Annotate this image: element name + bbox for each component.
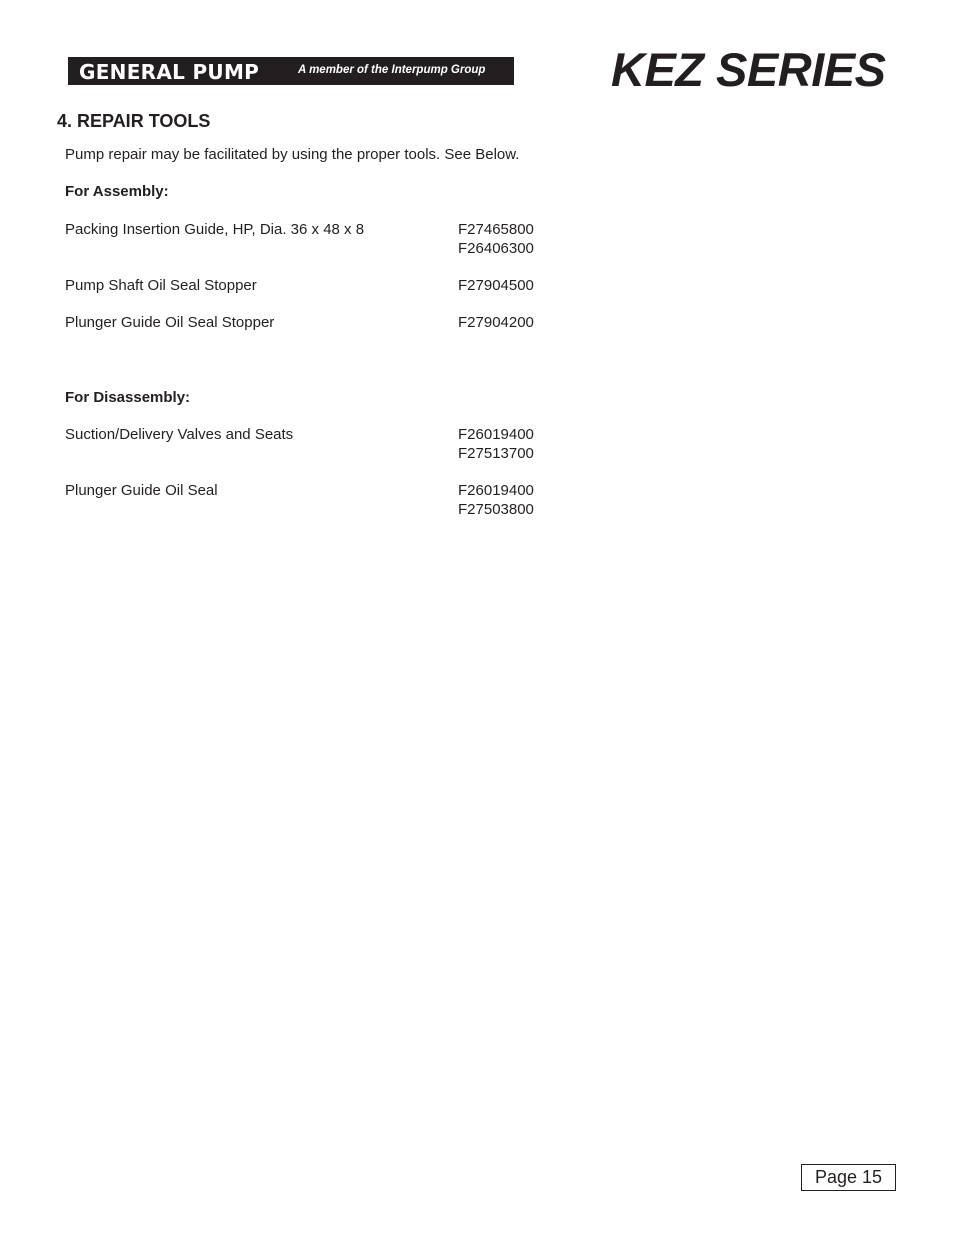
part-number: F27503800 — [458, 500, 534, 518]
tool-row — [65, 221, 585, 261]
intro-text: Pump repair may be facilitated by using the proper tools. See Below. — [65, 146, 520, 163]
section-heading: 4. REPAIR TOOLS — [57, 111, 211, 131]
tool-part-numbers — [458, 482, 534, 519]
part-number: F27904200 — [458, 314, 534, 331]
tool-part-numbers — [458, 221, 534, 258]
brand-name: GENERAL PUMP — [79, 60, 260, 84]
tool-row — [65, 277, 585, 317]
tool-row — [65, 482, 585, 522]
tool-name: Pump Shaft Oil Seal Stopper — [65, 277, 257, 294]
part-number: F27465800 — [458, 221, 534, 238]
page-number: Page 15 — [801, 1164, 896, 1191]
tool-row — [65, 314, 585, 354]
tool-row — [65, 426, 585, 466]
disassembly-label: For Disassembly: — [65, 389, 191, 406]
part-number: F27904500 — [458, 277, 534, 294]
assembly-label: For Assembly: — [65, 183, 169, 200]
tool-part-numbers — [458, 277, 534, 296]
tool-name: Plunger Guide Oil Seal — [65, 482, 218, 499]
tool-name: Suction/Delivery Valves and Seats — [65, 426, 294, 443]
part-number: F26406300 — [458, 239, 534, 257]
part-number: F27513700 — [458, 444, 534, 462]
brand-logo-bar — [68, 57, 514, 85]
tool-part-numbers — [458, 314, 534, 333]
brand-tagline: A member of the Interpump Group — [298, 64, 486, 76]
part-number: F26019400 — [458, 482, 534, 499]
tool-name: Plunger Guide Oil Seal Stopper — [65, 314, 275, 331]
part-number: F26019400 — [458, 426, 534, 443]
tool-name: Packing Insertion Guide, HP, Dia. 36 x 48 x 8 — [65, 221, 365, 238]
tool-part-numbers — [458, 426, 534, 463]
series-title: KEZ SERIES — [611, 43, 886, 96]
